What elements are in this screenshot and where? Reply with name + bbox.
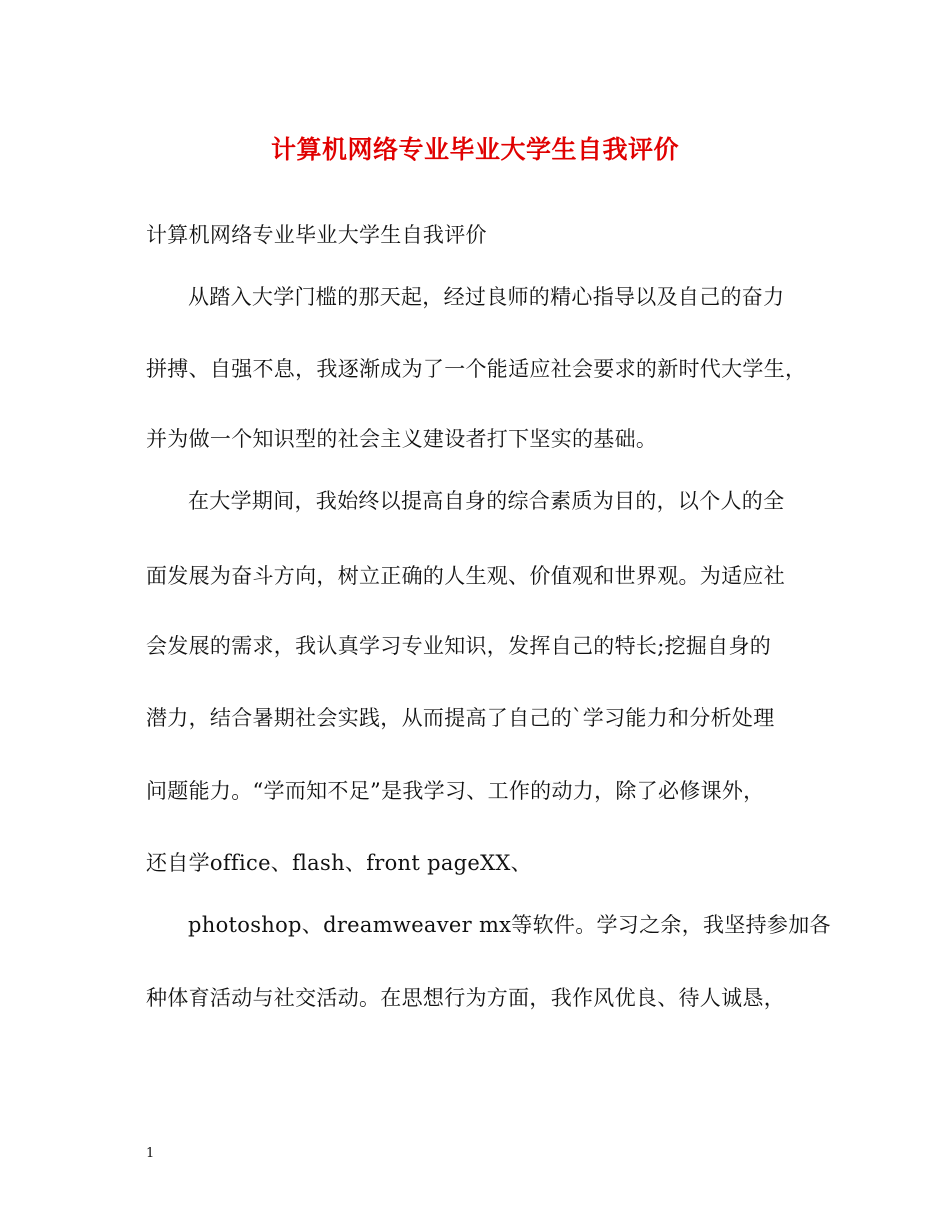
body-line: 会发展的需求，我认真学习专业知识，发挥自己的特长;挖掘自身的 (146, 634, 772, 658)
body-line: 并为做一个知识型的社会主义建设者打下坚实的基础。 (146, 427, 658, 451)
body-line: 计算机网络专业毕业大学生自我评价 (146, 223, 487, 247)
document-title: 计算机网络专业毕业大学生自我评价 (270, 135, 679, 164)
body-line: 潜力，结合暑期社会实践，从而提高了自己的`学习能力和分析处理 (146, 706, 775, 730)
body-line: 从踏入大学门槛的那天起，经过良师的精心指导以及自己的奋力 (188, 285, 785, 309)
page-number: 1 (146, 1146, 155, 1161)
body-line: 问题能力。“学而知不足”是我学习、工作的动力，除了必修课外， (146, 779, 765, 803)
body-line: 面发展为奋斗方向，树立正确的人生观、价值观和世界观。为适应社 (146, 564, 785, 588)
body-line: 在大学期间，我始终以提高自身的综合素质为目的，以个人的全 (188, 489, 785, 513)
body-line: photoshop、dreamweaver mx等软件。学习之余，我坚持参加各 (188, 913, 831, 937)
body-line: 拼搏、自强不息，我逐渐成为了一个能适应社会要求的新时代大学生， (146, 357, 807, 381)
body-line: 种体育活动与社交活动。在思想行为方面，我作风优良、待人诚恳， (146, 986, 785, 1010)
body-line: 还自学office、flash、front pageXX、 (146, 851, 532, 875)
